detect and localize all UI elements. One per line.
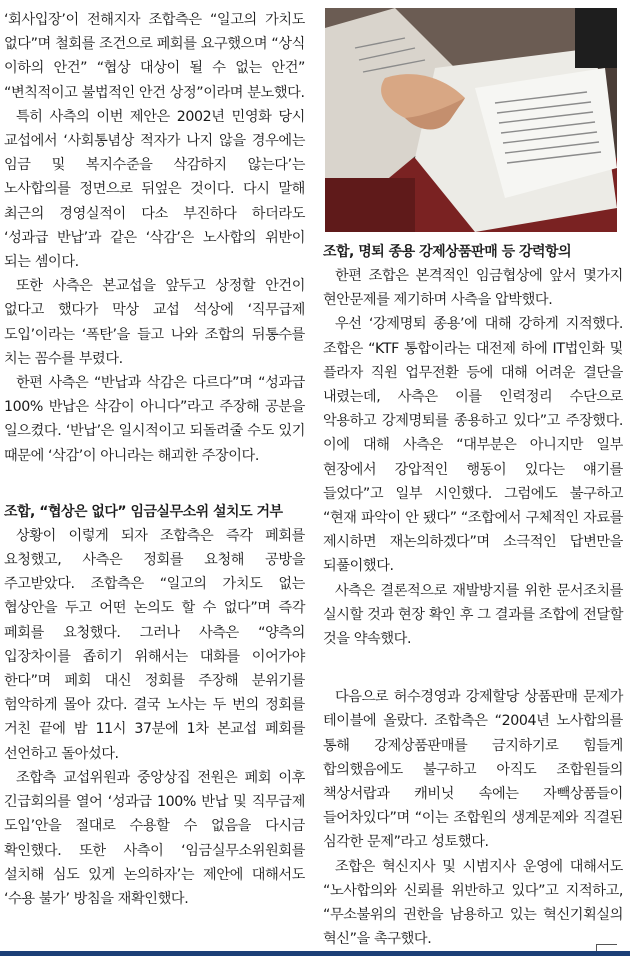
subheading-protest: 조합, 명퇴 종용 강제상품판매 등 강력항의	[323, 244, 572, 260]
paragraph: 상황이 이렇게 되자 조합측은 즉각 페회를 요청했고, 사측은 정회를 요청해 공방을 주고받았다. 조합측은 “일고의 가치도 없는 협상안을 두고 어떤 논의도 할 수 없다”며 즉각 페회를 요청했다. 그러나 사측은 “양측의 입장차이를 좁히기 위해서는 대화를 이어가야 한다”며 페회 대신 정회를 주장해 분위기를 험악하게 몰아 갔다. 결국 노사는 두 번의 정회를 거친 끝에 밤 11시 37분에 1차 본교섭 페회를 선언하고 돌아섰다.	[4, 527, 305, 762]
paragraph: 특히 사측의 이번 제안은 2002년 민영화 당시 교섭에서 ‘사회통념상 적자가 나지 않을 경우에는 임금 및 복지수준을 삭감하지 않는다’는 노사합의를 정면으로 뒤엎은 것이다. 다시 말해 최근의 경영실적이 다소 부진하다 하더라도 ‘성과급 반납’과 같은 ‘삭감’은 노사합의 위반이 되는 셈이다.	[4, 108, 305, 271]
paragraph: 한편 사측은 “반납과 삭감은 다르다”며 “성과급 100% 반납은 삭감이 아니다”라고 주장해 공분을 일으켰다. ‘반납’은 일시적이고 되돌려줄 수도 있기 때문에 ‘삭감’이 아니라는 해괴한 주장이다.	[4, 375, 305, 464]
section-spacer	[4, 468, 305, 500]
paragraph: 다음으로 허수경영과 강제할당 상품판매 문제가 테이블에 올랐다. 조합측은 “2004년 노사합의를 통해 강제상품판매를 금지하기로 힘들게 합의했음에도 불구하고 아직도 조합원들의 책상서랍과 캐비닛 속에는 자빽상품들이 들어차있다”며 “이는 조합원의 생계문제와 직결된 심각한 문제”라고 성토했다.	[323, 689, 623, 851]
paragraph: ‘회사입장’이 전해지자 조합측은 “일고의 가치도 없다”며 철회를 조건으로 페회를 요구했으며 “상식 이하의 안건” “협상 대상이 될 수 없는 안건” “변칙적이고 불법적인 안건 상정”이라며 분노했다.	[4, 12, 305, 101]
right-column	[323, 8, 623, 951]
photo-illustration	[325, 8, 617, 232]
paragraph: 우선 ‘강제명퇴 종용’에 대해 강하게 지적했다. 조합은 “KTF 통합이라는 대전제 하에 IT법인화 및 플라자 직원 업무전환 등에 대해 어려운 결단을 내렸는데, 사측은 이를 인력정리 수단으로 악용하고 강제명퇴를 종용하고 있다”고 주장했다. 이에 대해 사측은 “대부분은 아니지만 일부 현장에서 강압적인 행동이 있다는 얘기를 들었다”고 일부 시인했다. 그럼에도 불구하고 “현재 파악이 안 됐다” “조합에서 구체적인 자료를 제시하면 재논의하겠다”며 소극적인 답변만을 되풀이했다.	[323, 316, 623, 575]
paragraph: 조합측 교섭위원과 중앙상집 전원은 페회 이후 긴급회의를 열어 ‘성과급 100% 반납 및 직무급제 도입’안을 절대로 수용할 수 없음을 다시금 확인했다. 또한 사측이 ‘임금실무소위원회를 설치해 심도 있게 논의하자’는 제안에 대해서도 ‘수용 불가’ 방침을 재확인했다.	[4, 769, 305, 907]
photo-documents-on-desk	[325, 8, 617, 232]
section-spacer	[323, 651, 623, 685]
paragraph: 조합은 혁신지사 및 시범지사 운영에 대해서도 “노사합의와 신뢰를 위반하고 있다”고 지적하고, “무소불위의 권한을 남용하고 있는 혁신기획실의 혁신”을 촉구했다.	[323, 858, 623, 948]
page-corner-mark	[596, 944, 617, 951]
left-column	[4, 8, 305, 911]
paragraph: 한편 조합은 본격적인 임금협상에 앞서 몇가지 현안문제를 제기하며 사측을 압박했다.	[323, 268, 623, 309]
subheading-negotiation: 조합, “협상은 없다” 임금실무소위 설치도 거부	[4, 503, 283, 520]
paragraph: 사측은 결론적으로 재발방지를 위한 문서조치를 실시할 것과 현장 확인 후 그 결과를 조합에 전달할 것을 약속했다.	[323, 582, 623, 648]
bottom-rule	[0, 951, 630, 956]
paragraph: 또한 사측은 본교섭을 앞두고 상정할 안건이 없다고 했다가 막상 교섭 석상에 ‘직무급제 도입’이라는 ‘폭탄’을 들고 나와 조합의 뒤통수를 치는 꼼수를 부렸다.	[4, 278, 305, 367]
